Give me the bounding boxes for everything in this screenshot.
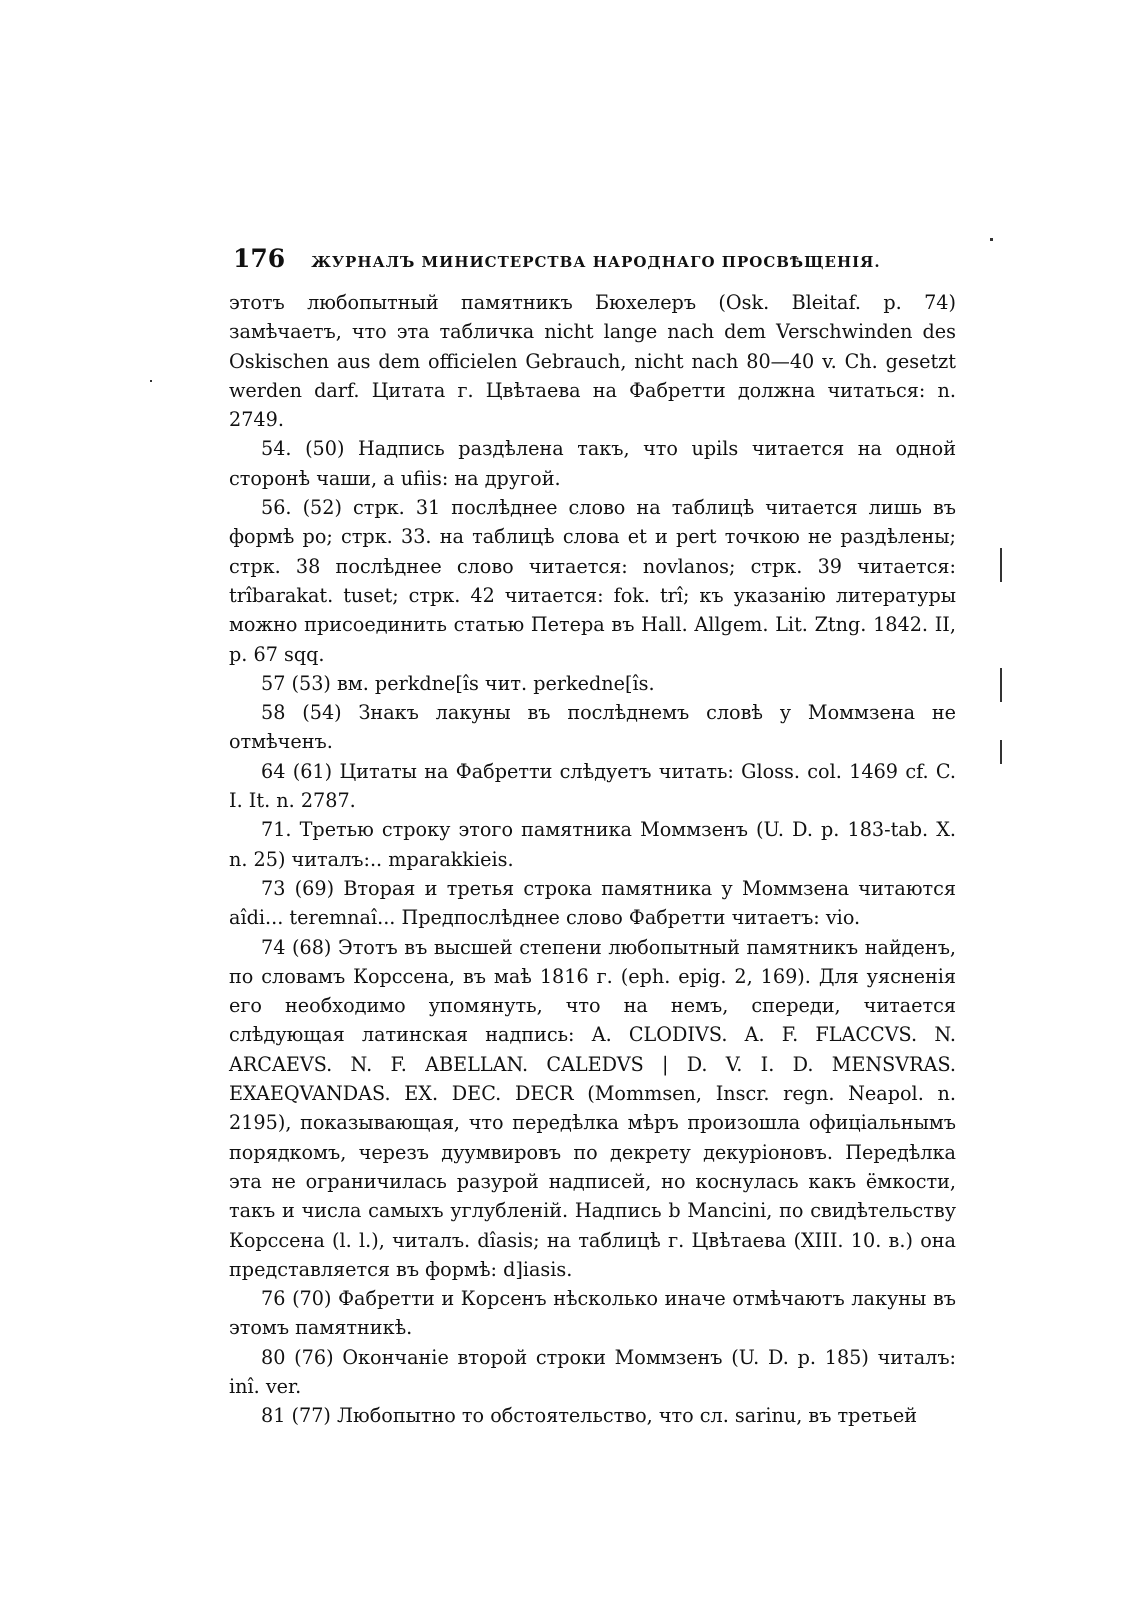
page-header — [233, 244, 953, 273]
note-71: 71. Третью строку этого памятника Моммзенъ (U. D. p. 183-tab. X. n. 25) читалъ:.. mparakkieis. — [229, 818, 956, 871]
scan-margin-mark — [1000, 740, 1002, 764]
paragraph-continuation: этотъ любопытный памятникъ Бюхелеръ (Osk. Bleitaf. p. 74) замѣчаетъ, что эта табличка nicht lange nach dem Verschwinden des Oskischen aus dem officielen Gebrauch, nicht nach 80—40 v. Ch. gesetzt werden darf. Цитата г. Цвѣтаева на Фабретти должна читаться: n. 2749. — [229, 291, 956, 432]
note-76: 76 (70) Фабретти и Корсенъ нѣсколько иначе отмѣчаютъ лакуны въ этомъ памятникѣ. — [229, 1287, 956, 1340]
note-80: 80 (76) Окончаніе второй строки Моммзенъ (U. D. p. 185) читалъ: inî. ver. — [229, 1345, 956, 1398]
note-81: 81 (77) Любопытно то обстоятельство, что сл. sarinu, въ третьей — [261, 1404, 918, 1428]
page-number: 176 — [233, 244, 286, 273]
scan-margin-mark — [1000, 668, 1002, 702]
note-58: 58 (54) Знакъ лакуны въ послѣднемъ словѣ у Моммзена не отмѣченъ. — [229, 701, 956, 754]
scan-dot — [990, 238, 993, 241]
scan-margin-mark — [1000, 548, 1002, 582]
body-text — [229, 288, 956, 1431]
note-57: 57 (53) вм. perkdne[îs чит. perkedne[îs. — [261, 671, 655, 695]
note-64: 64 (61) Цитаты на Фабретти слѣдуетъ читать: Gloss. col. 1469 cf. C. I. It. n. 2787. — [229, 759, 956, 813]
note-54: 54. (50) Надпись раздѣлена такъ, что upils читается на одной сторонѣ чаши, а ufiis: на другой. — [229, 437, 956, 490]
note-74: 74 (68) Этотъ въ высшей степени любопытный памятникъ найденъ, по словамъ Корссена, въ маѣ 1816 г. (eph. epig. 2, 169). Для уясненія его необходимо упомянуть, что на немъ, спереди, читается слѣдующая латинская надпись: A. CLODIVS. A. F. FLACCVS. N. ARCAEVS. N. F. ABELLAN. CALEDVS | D. V. I. D. MENSVRAS. EXAEQVANDAS. EX. DEC. DECR (Mommsen, Inscr. regn. Neapol. n. 2195), показывающая, что передѣлка мѣръ произошла офиціальнымъ порядкомъ, черезъ дуумвировъ по декрету декуріоновъ. Передѣлка эта не ограничилась разурой надписей, но коснулась какъ ёмкости, такъ и числа самыхъ углубленій. Надпись b Mancini, по свидѣтельству Корссена (l. l.), читалъ. dîasis; на таблицѣ г. Цвѣтаева (XIII. 10. в.) она представляется въ формѣ: d]iasis. — [229, 935, 956, 1281]
scan-dot — [150, 380, 152, 382]
note-73: 73 (69) Вторая и третья строка памятника у Моммзена читаются aîdi... teremnaî... Предпослѣднее слово Фабретти читаетъ: vio. — [229, 876, 956, 930]
note-56: 56. (52) стрк. 31 послѣднее слово на таблицѣ читается лишь въ формѣ po; стрк. 33. на таблицѣ слова et и pert точкою не раздѣлены; стрк. 38 послѣднее слово читается: novlanos; стрк. 39 читается: trîbarakat. tuset; стрк. 42 читается: fok. trî; къ указанію литературы можно присоединить статью Петера въ Hall. Allgem. Lit. Ztng. 1842. II, p. 67 sqq. — [229, 496, 956, 666]
running-title: ЖУРНАЛЪ МИНИСТЕРСТВА НАРОДНАГО ПРОСВѢЩЕНІЯ. — [311, 253, 881, 271]
